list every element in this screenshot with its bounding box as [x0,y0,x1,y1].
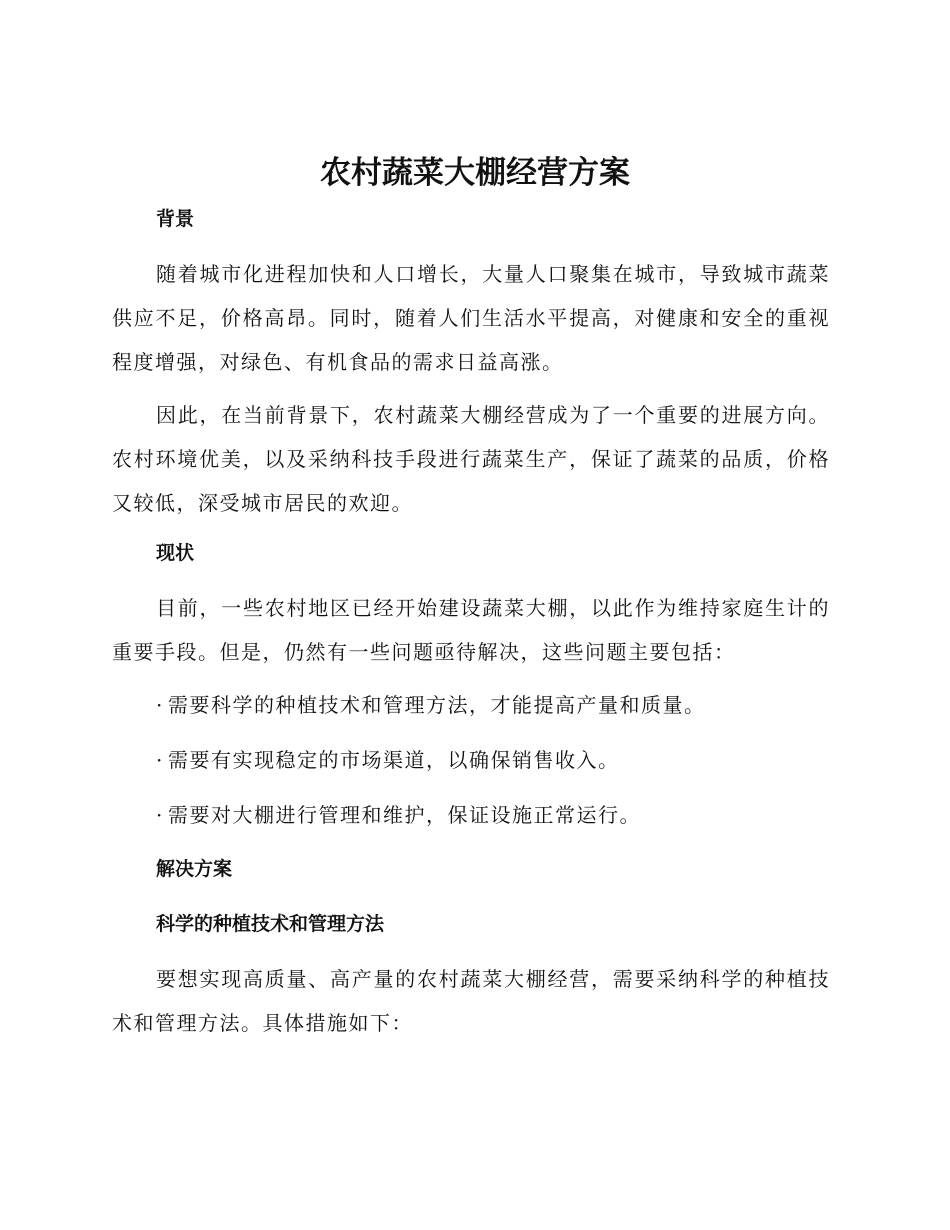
paragraph-background-2: 因此，在当前背景下，农村蔬菜大棚经营成为了一个重要的进展方向。农村环境优美，以及采纳科技手段进行蔬菜生产，保证了蔬菜的品质，价格又较低，深受城市居民的欢迎。 [112,403,830,515]
bullet-item [112,745,874,775]
bullet-text: 需要有实现稳定的市场渠道，以确保销售收入。 [168,748,620,772]
bullet-text: 需要对大棚进行管理和维护，保证设施正常运行。 [168,803,641,827]
section-heading-solution: 解决方案 [156,858,233,880]
section-heading-background: 背景 [156,208,195,230]
bullet-item [112,690,874,720]
bullet-item [112,800,874,830]
bullet-text: 需要科学的种植技术和管理方法，才能提高产量和质量。 [168,693,706,717]
subsection-heading-techniques: 科学的种植技术和管理方法 [156,913,385,935]
bullet-dot-icon: · [156,803,164,827]
paragraph-background-1: 随着城市化进程加快和人口增长，大量人口聚集在城市，导致城市蔬菜供应不足，价格高昂。同时，随着人们生活水平提高，对健康和安全的重视程度增强，对绿色、有机食品的需求日益高涨。 [112,262,830,374]
paragraph-solution-1: 要想实现高质量、高产量的农村蔬菜大棚经营，需要采纳科学的种植技术和管理方法。具体措施如下： [112,967,830,1035]
bullet-dot-icon: · [156,748,164,772]
section-heading-status: 现状 [156,542,195,564]
bullet-dot-icon: · [156,693,164,717]
paragraph-status-1: 目前，一些农村地区已经开始建设蔬菜大棚，以此作为维持家庭生计的重要手段。但是，仍然有一些问题亟待解决，这些问题主要包括： [112,596,830,664]
document-title: 农村蔬菜大棚经营方案 [320,155,630,191]
